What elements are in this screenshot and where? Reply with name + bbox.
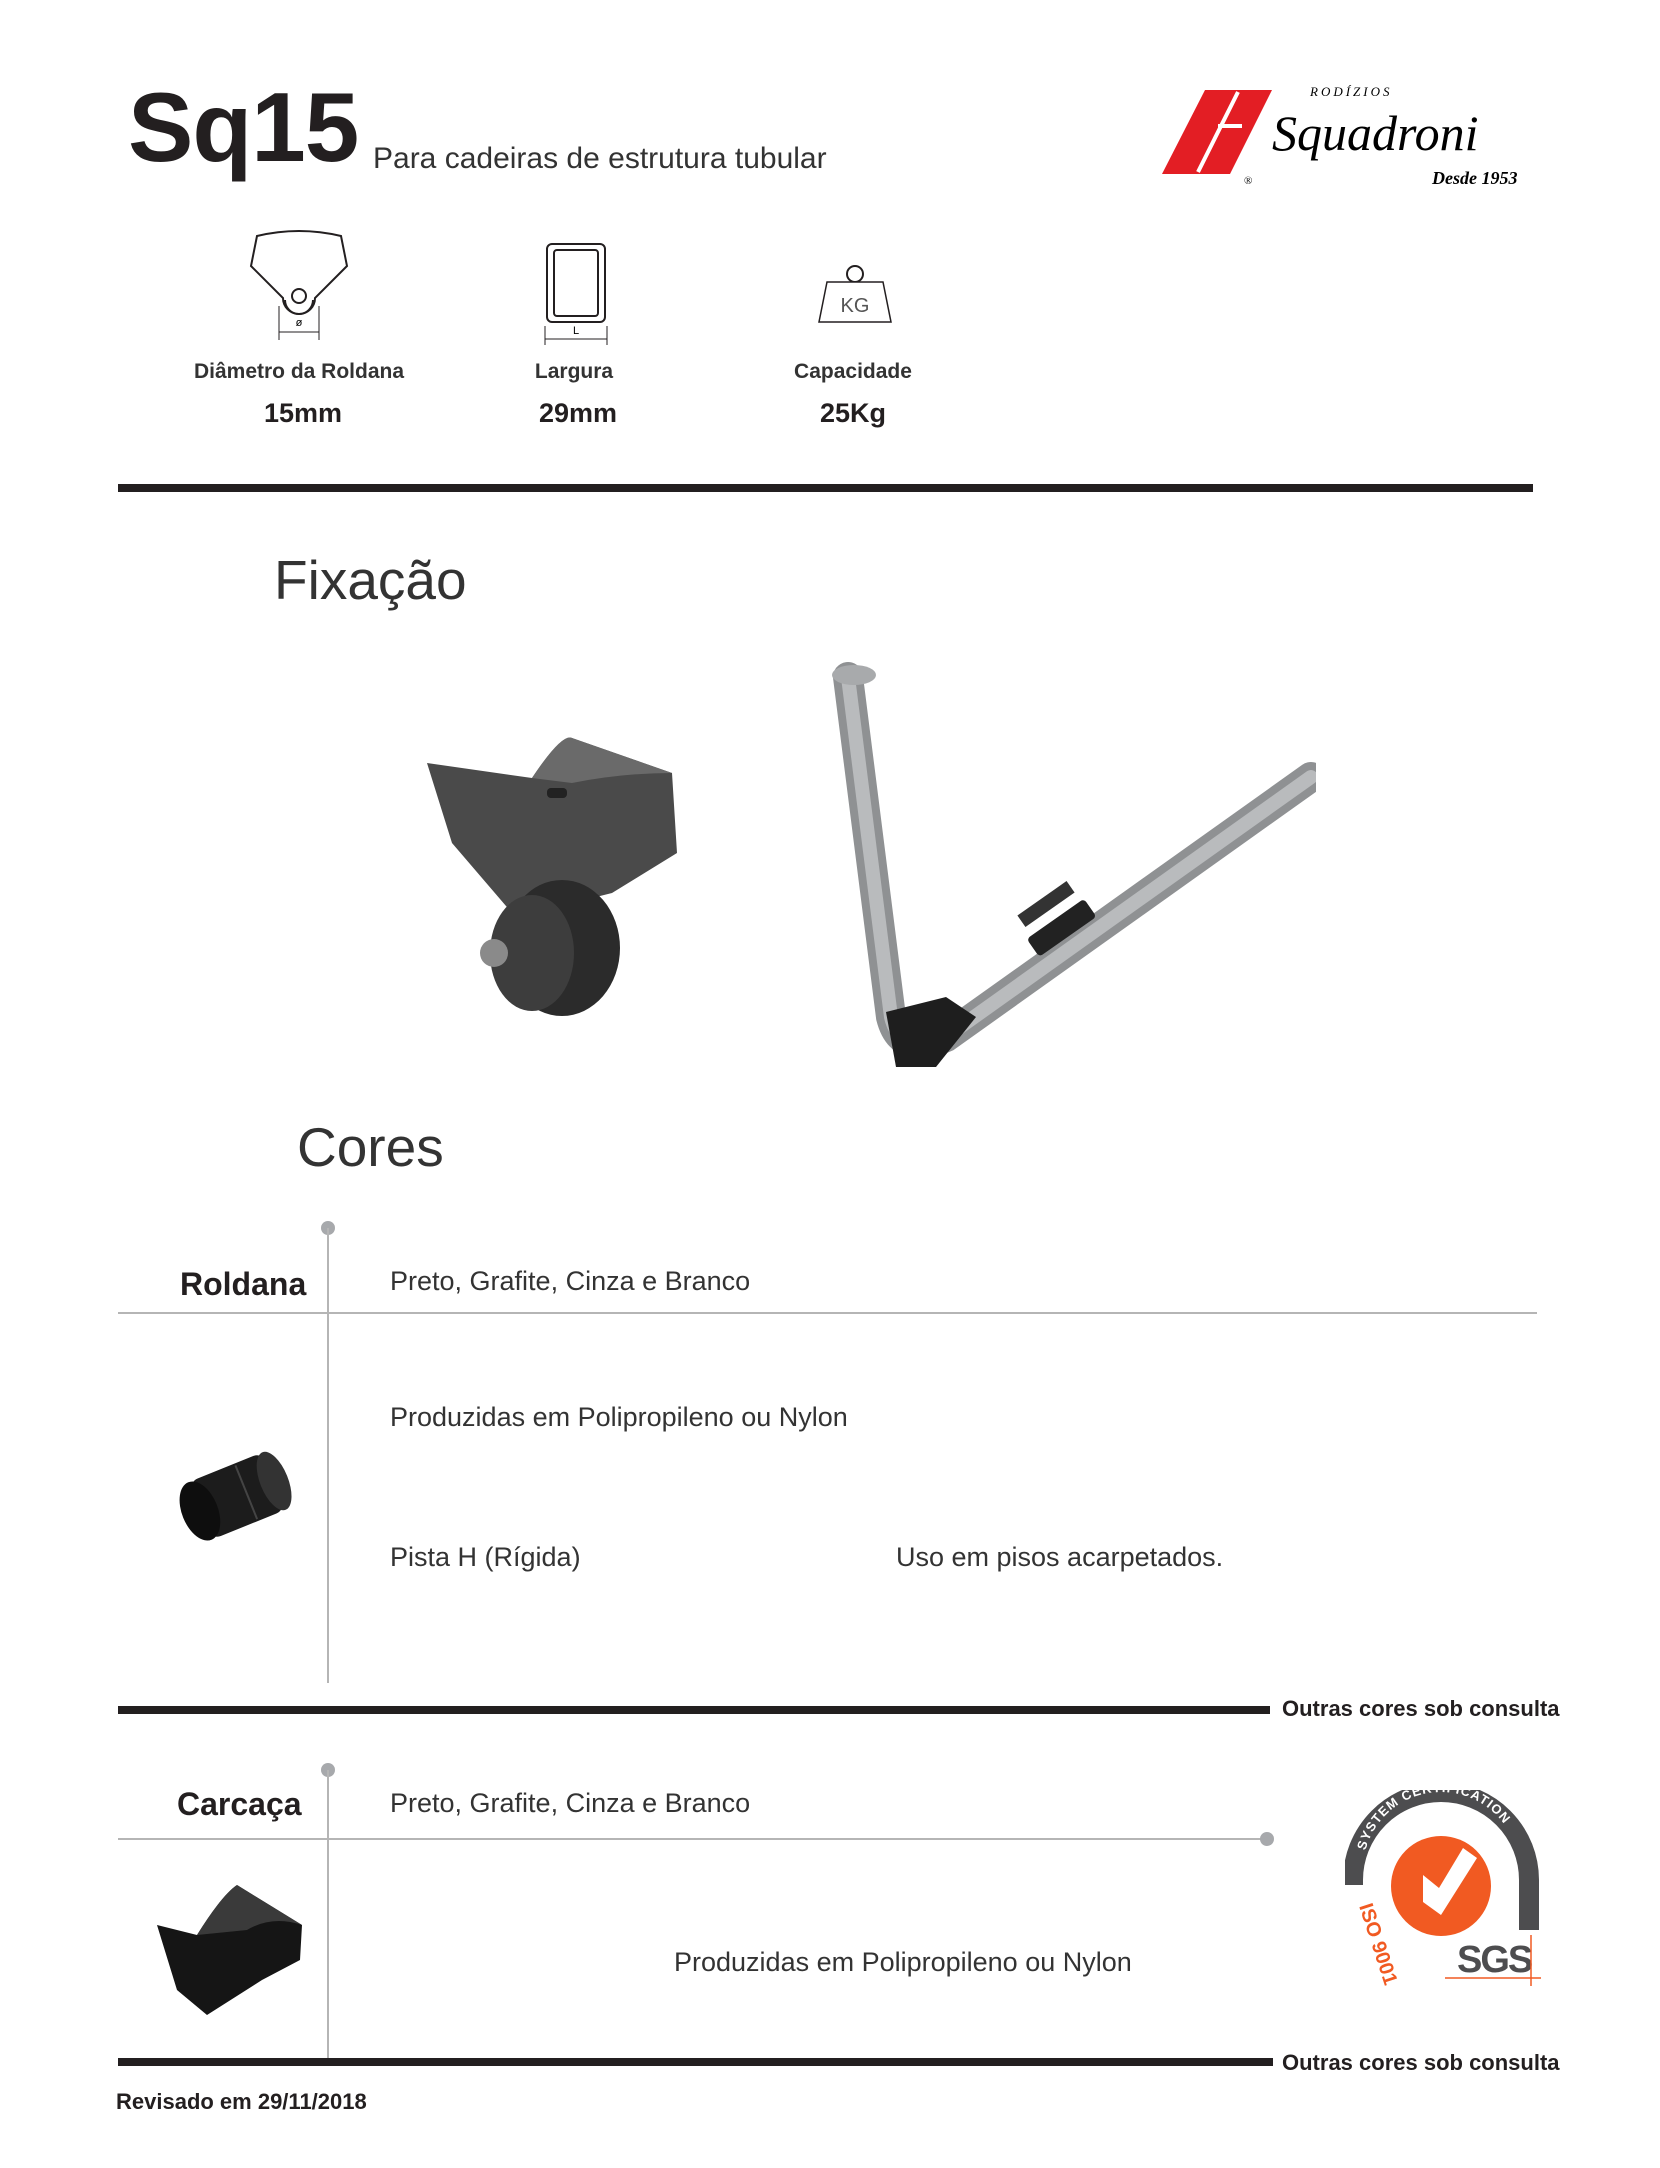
roldana-horizontal-line [118, 1312, 1537, 1314]
svg-text:Desde 1953: Desde 1953 [1432, 168, 1518, 188]
svg-text:Squadroni: Squadroni [1272, 105, 1479, 161]
revision-date: Revisado em 29/11/2018 [116, 2089, 367, 2114]
svg-text:RODÍZIOS: RODÍZIOS [1310, 84, 1393, 99]
carcaca-divider [118, 2058, 1273, 2066]
product-title: Sq15 [128, 72, 359, 182]
svg-text:ø: ø [295, 317, 303, 329]
caster-image [422, 733, 682, 1023]
divider [118, 484, 1533, 492]
roldana-track: Pista H (Rígida) [390, 1542, 581, 1572]
spec-value-capacity: 25Kg [819, 398, 887, 428]
spec-value-width: 29mm [538, 398, 618, 428]
fixacao-heading: Fixação [274, 549, 467, 611]
carcaca-line-end-dot [1260, 1832, 1274, 1846]
spec-value-diameter: 15mm [263, 398, 343, 428]
tube-mount-image [826, 657, 1316, 1082]
svg-text:L: L [572, 325, 580, 337]
wheel-image [172, 1443, 302, 1554]
carcass-image [152, 1880, 307, 2025]
carcaca-note: Outras cores sob consulta [1282, 2050, 1560, 2075]
carcaca-horizontal-line [118, 1838, 1266, 1840]
roldana-material: Produzidas em Polipropileno ou Nylon [390, 1402, 848, 1432]
carcaca-material: Produzidas em Polipropileno ou Nylon [674, 1947, 1132, 1977]
spec-label-diameter: Diâmetro da Roldana [193, 360, 405, 383]
svg-text:®: ® [1244, 175, 1253, 187]
roldana-vertical-line [327, 1228, 329, 1683]
roldana-usage: Uso em pisos acarpetados. [896, 1542, 1224, 1572]
svg-text:SYSTEM CERTIFICATION: SYSTEM CE CATION [1353, 1790, 1514, 1852]
svg-text:ISO 9001: ISO 9001 [1354, 1900, 1402, 1988]
roldana-divider [118, 1706, 1270, 1714]
roldana-note: Outras cores sob consulta [1282, 1696, 1560, 1721]
carcaca-vertical-line [327, 1770, 329, 2058]
spec-label-width: Largura [534, 360, 614, 383]
spec-label-capacity: Capacidade [794, 360, 912, 383]
product-subtitle: Para cadeiras de estrutura tubular [373, 142, 827, 175]
carcaca-label: Carcaça [177, 1786, 302, 1822]
roldana-label: Roldana [180, 1266, 307, 1302]
weight-icon [815, 262, 895, 333]
cores-heading: Cores [297, 1116, 444, 1178]
svg-text:KG: KG [840, 295, 870, 317]
roldana-colors: Preto, Grafite, Cinza e Branco [390, 1266, 751, 1296]
squadroni-logo [1160, 84, 1540, 188]
wheel-diameter-icon [249, 228, 349, 345]
width-icon [543, 240, 613, 350]
sgs-iso-certification-logo [1345, 1790, 1545, 2000]
carcaca-colors: Preto, Grafite, Cinza e Branco [390, 1788, 751, 1818]
svg-text:SGS: SGS [1457, 1939, 1532, 1981]
